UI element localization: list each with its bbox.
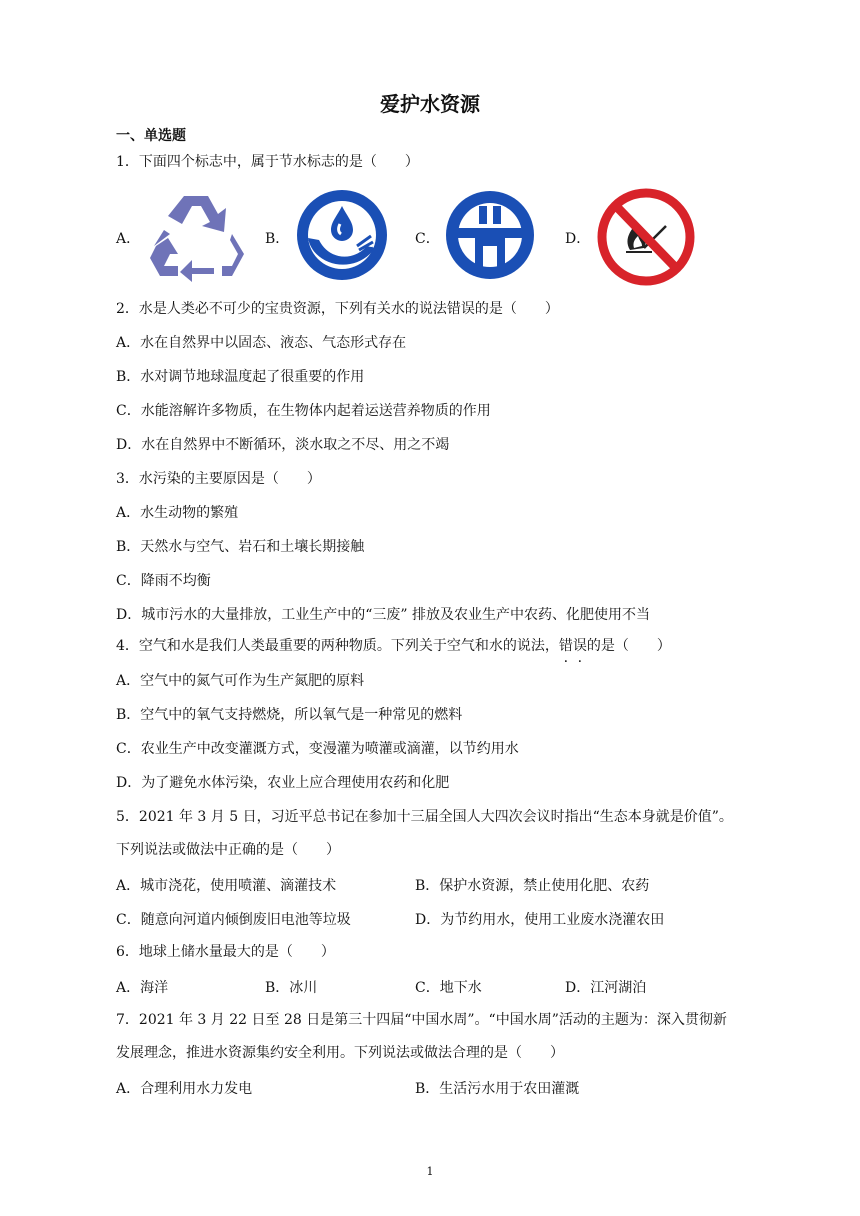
q2-option-d: D．水在自然界中不断循环，淡水取之不尽、用之不竭 [116, 437, 450, 453]
q4-emphasis-2: 误 [572, 638, 587, 654]
q1-option-b-label: B． [265, 231, 290, 247]
q4-option-a: A．空气中的氮气可作为生产氮肥的原料 [116, 673, 365, 689]
q5-option-b: B．保护水资源，禁止使用化肥、农药 [415, 878, 650, 894]
q2-option-b: B．水对调节地球温度起了很重要的作用 [116, 369, 365, 385]
page-title: 爱护水资源 [380, 92, 480, 116]
q6-option-d: D．江河湖泊 [565, 980, 647, 996]
question-2-stem: 2．水是人类必不可少的宝贵资源，下列有关水的说法错误的是（ ） [116, 301, 559, 317]
no-fire-icon [596, 188, 696, 290]
recycle-icon [146, 190, 252, 286]
question-3-stem: 3．水污染的主要原因是（ ） [116, 471, 321, 487]
q2-option-a: A．水在自然界中以固态、液态、气态形式存在 [116, 335, 407, 351]
q5-option-a: A．城市浇花，使用喷灌、滴灌技术 [116, 878, 337, 894]
q2-option-c: C．水能溶解许多物质，在生物体内起着运送营养物质的作用 [116, 403, 491, 419]
question-7-stem-line-2: 发展理念，推进水资源集约安全利用。下列说法或做法合理的是（ ） [116, 1045, 564, 1061]
q4-option-c: C．农业生产中改变灌溉方式，变漫灌为喷灌或滴灌，以节约用水 [116, 741, 519, 757]
question-1-stem: 1．下面四个标志中，属于节水标志的是（ ） [116, 154, 419, 170]
q3-option-a: A．水生动物的繁殖 [116, 505, 239, 521]
q6-option-c: C．地下水 [415, 980, 482, 996]
question-4-stem [116, 637, 671, 655]
water-tap-logo-icon [443, 188, 537, 286]
q4-emphasis-1: 错 [558, 638, 573, 654]
q1-option-c-label: C． [415, 231, 440, 247]
q3-option-d: D．城市污水的大量排放，工业生产中的“三废” 排放及农业生产中农药、化肥使用不当 [116, 607, 650, 623]
water-drop-hand-icon [295, 188, 389, 286]
q1-option-a-label: A． [116, 231, 141, 247]
q1-option-d-label: D． [565, 231, 591, 247]
q4-option-d: D．为了避免水体污染，农业上应合理使用农药和化肥 [116, 775, 450, 791]
question-5-stem-line-2: 下列说法或做法中正确的是（ ） [116, 842, 340, 858]
question-5-stem-line-1: 5．2021 年 3 月 5 日，习近平总书记在参加十三届全国人大四次会议时指出“生态本身就是价值”。 [116, 809, 733, 825]
q7-option-b: B．生活污水用于农田灌溉 [415, 1081, 580, 1097]
page-number: 1 [426, 1165, 434, 1178]
q6-option-b: B．冰川 [265, 980, 318, 996]
q3-option-c: C．降雨不均衡 [116, 573, 211, 589]
q4-stem-part-a: 4．空气和水是我们人类最重要的两种物质。下列关于空气和水的说法， [116, 638, 559, 654]
q3-option-b: B．天然水与空气、岩石和土壤长期接触 [116, 539, 365, 555]
question-6-stem: 6．地球上储水量最大的是（ ） [116, 944, 335, 960]
q5-option-d: D．为节约用水，使用工业废水浇灌农田 [415, 912, 665, 928]
q7-option-a: A．合理利用水力发电 [116, 1081, 253, 1097]
q6-option-a: A．海洋 [116, 980, 169, 996]
q5-option-c: C．随意向河道内倾倒废旧电池等垃圾 [116, 912, 351, 928]
q4-stem-part-b: 的是（ ） [586, 638, 671, 654]
question-7-stem-line-1: 7．2021 年 3 月 22 日至 28 日是第三十四届“中国水周”。“中国水周”活动的主题为：深入贯彻新 [116, 1012, 727, 1028]
section-heading: 一、单选题 [116, 128, 186, 144]
q4-option-b: B．空气中的氧气支持燃烧，所以氧气是一种常见的燃料 [116, 707, 463, 723]
